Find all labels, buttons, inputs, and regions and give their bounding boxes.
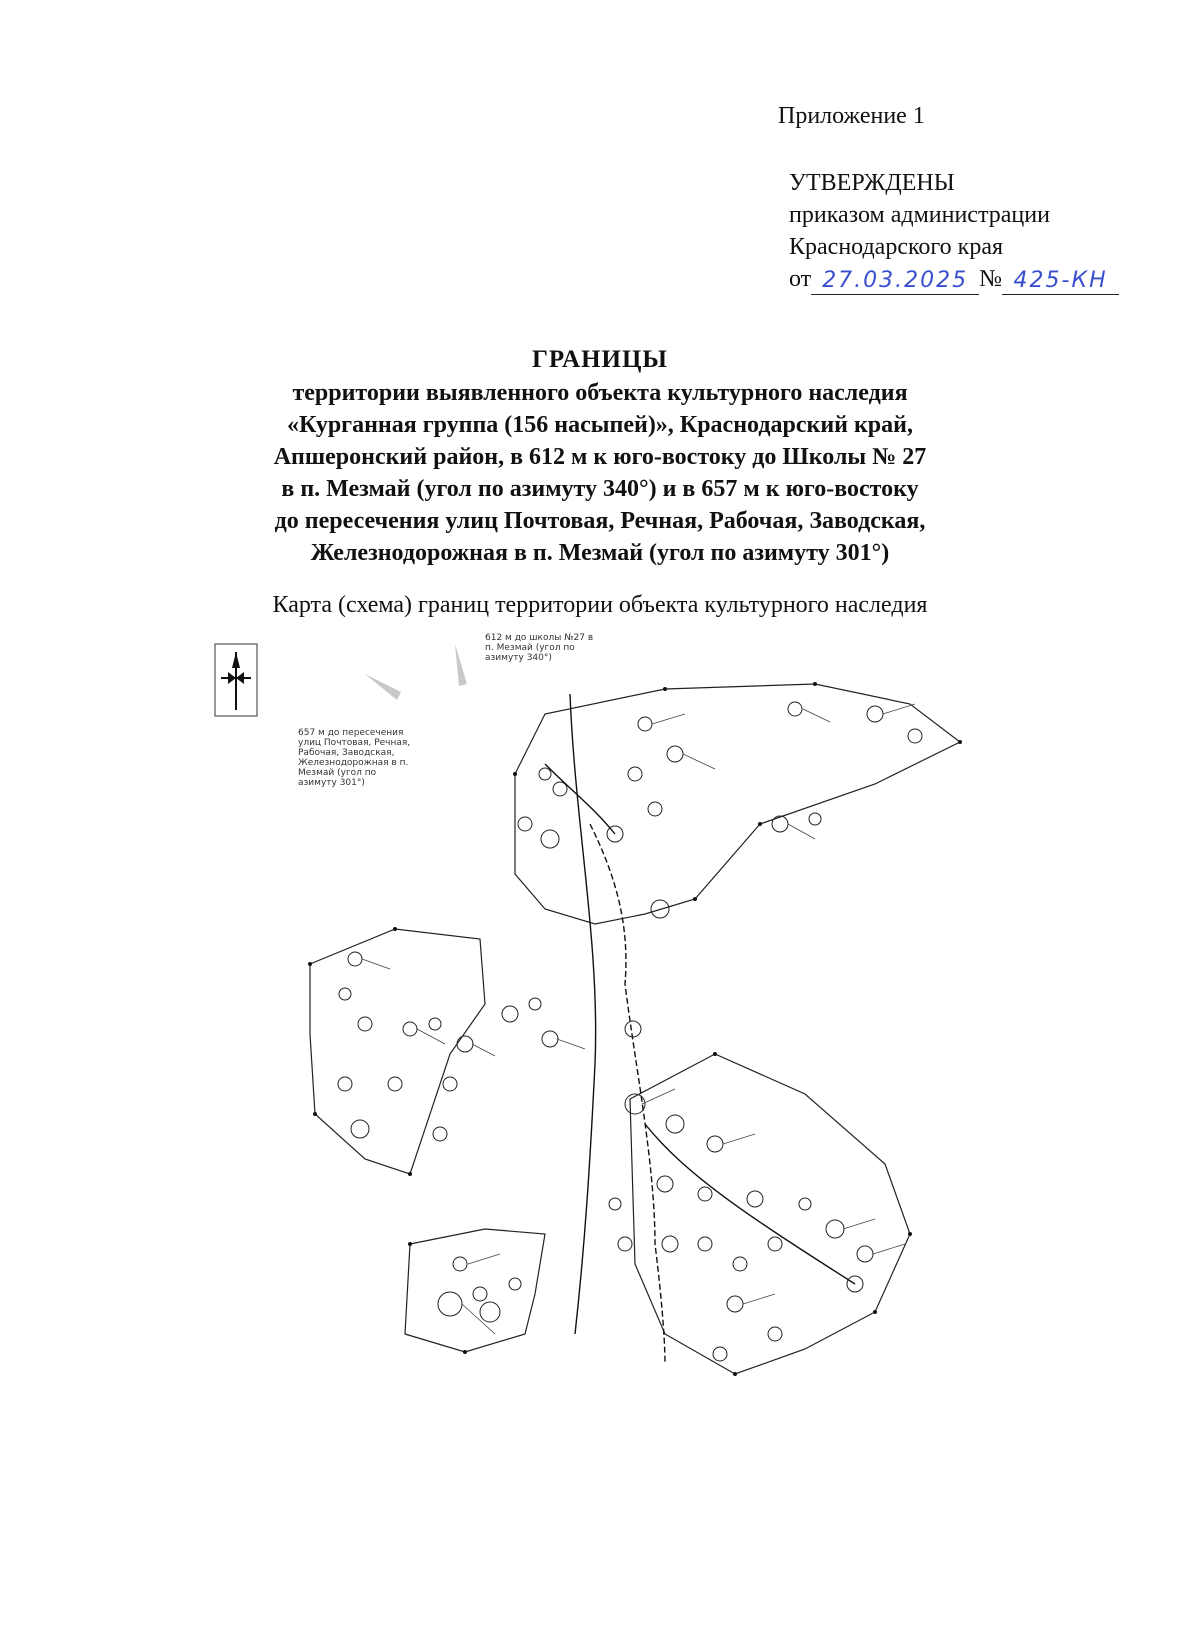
title-main: ГРАНИЦЫ <box>532 346 668 373</box>
handwritten-date: 27.03.2025 <box>811 268 979 295</box>
territory-boundaries <box>310 684 960 1374</box>
note-school-line-2: п. Мезмай (угол по <box>485 643 575 653</box>
handwritten-number: 425-КН <box>1002 268 1119 295</box>
title-line-3: Апшеронский район, в 612 м к юго-востоку до Школы № 27 <box>273 444 927 470</box>
note-crossing-line-4: Железнодорожная в п. <box>298 758 409 768</box>
title-line-1: территории выявленного объекта культурного наследия <box>292 380 908 406</box>
boundary-southeast <box>630 1054 910 1374</box>
title-line-2: «Курганная группа (156 насыпей)», Краснодарский край, <box>287 412 913 438</box>
annex-label: Приложение 1 <box>778 103 925 129</box>
title-line-5: до пересечения улиц Почтовая, Речная, Рабочая, Заводская, <box>274 508 926 534</box>
note-crossing-line-2: улиц Почтовая, Речная, <box>298 738 411 748</box>
burial-mounds <box>338 702 922 1361</box>
road-lines <box>545 694 855 1364</box>
road-main <box>570 694 596 1334</box>
approval-stamp <box>789 167 1119 295</box>
road-secondary <box>590 824 665 1364</box>
map-caption: Карта (схема) границ территории объекта культурного наследия <box>272 592 928 618</box>
direction-pointer-school <box>455 644 467 686</box>
note-crossing-line-3: Рабочая, Заводская, <box>298 748 395 758</box>
note-school-line-1: 612 м до школы №27 в <box>485 633 594 643</box>
note-school-line-3: азимуту 340°) <box>485 653 552 663</box>
approval-date-number-line <box>789 263 1119 295</box>
title-line-6: Железнодорожная в п. Мезмай (угол по азимуту 301°) <box>310 540 890 566</box>
road-branch <box>645 1124 855 1284</box>
from-label: от <box>789 266 812 292</box>
note-crossing-line-6: азимуту 301°) <box>298 778 365 788</box>
note-crossing-line-5: Мезмай (угол по <box>298 768 377 778</box>
document-title <box>160 343 1040 569</box>
boundary-vertices <box>308 682 962 1376</box>
boundary-southwest <box>405 1229 545 1352</box>
boundary-north <box>515 684 960 924</box>
boundary-map <box>215 633 985 1564</box>
north-arrow-icon <box>215 644 257 716</box>
boundary-west <box>310 929 485 1174</box>
note-school <box>485 633 596 663</box>
number-label: № <box>979 266 1003 292</box>
note-crossing <box>298 728 413 788</box>
note-crossing-line-1: 657 м до пересечения <box>298 728 404 738</box>
approval-line-3: Краснодарского края <box>789 234 1004 260</box>
direction-pointer-crossing <box>365 674 401 700</box>
approval-line-1: УТВЕРЖДЕНЫ <box>789 170 955 196</box>
approval-line-2: приказом администрации <box>789 202 1050 228</box>
title-line-4: в п. Мезмай (угол по азимуту 340°) и в 657 м к юго-востоку <box>281 476 919 502</box>
